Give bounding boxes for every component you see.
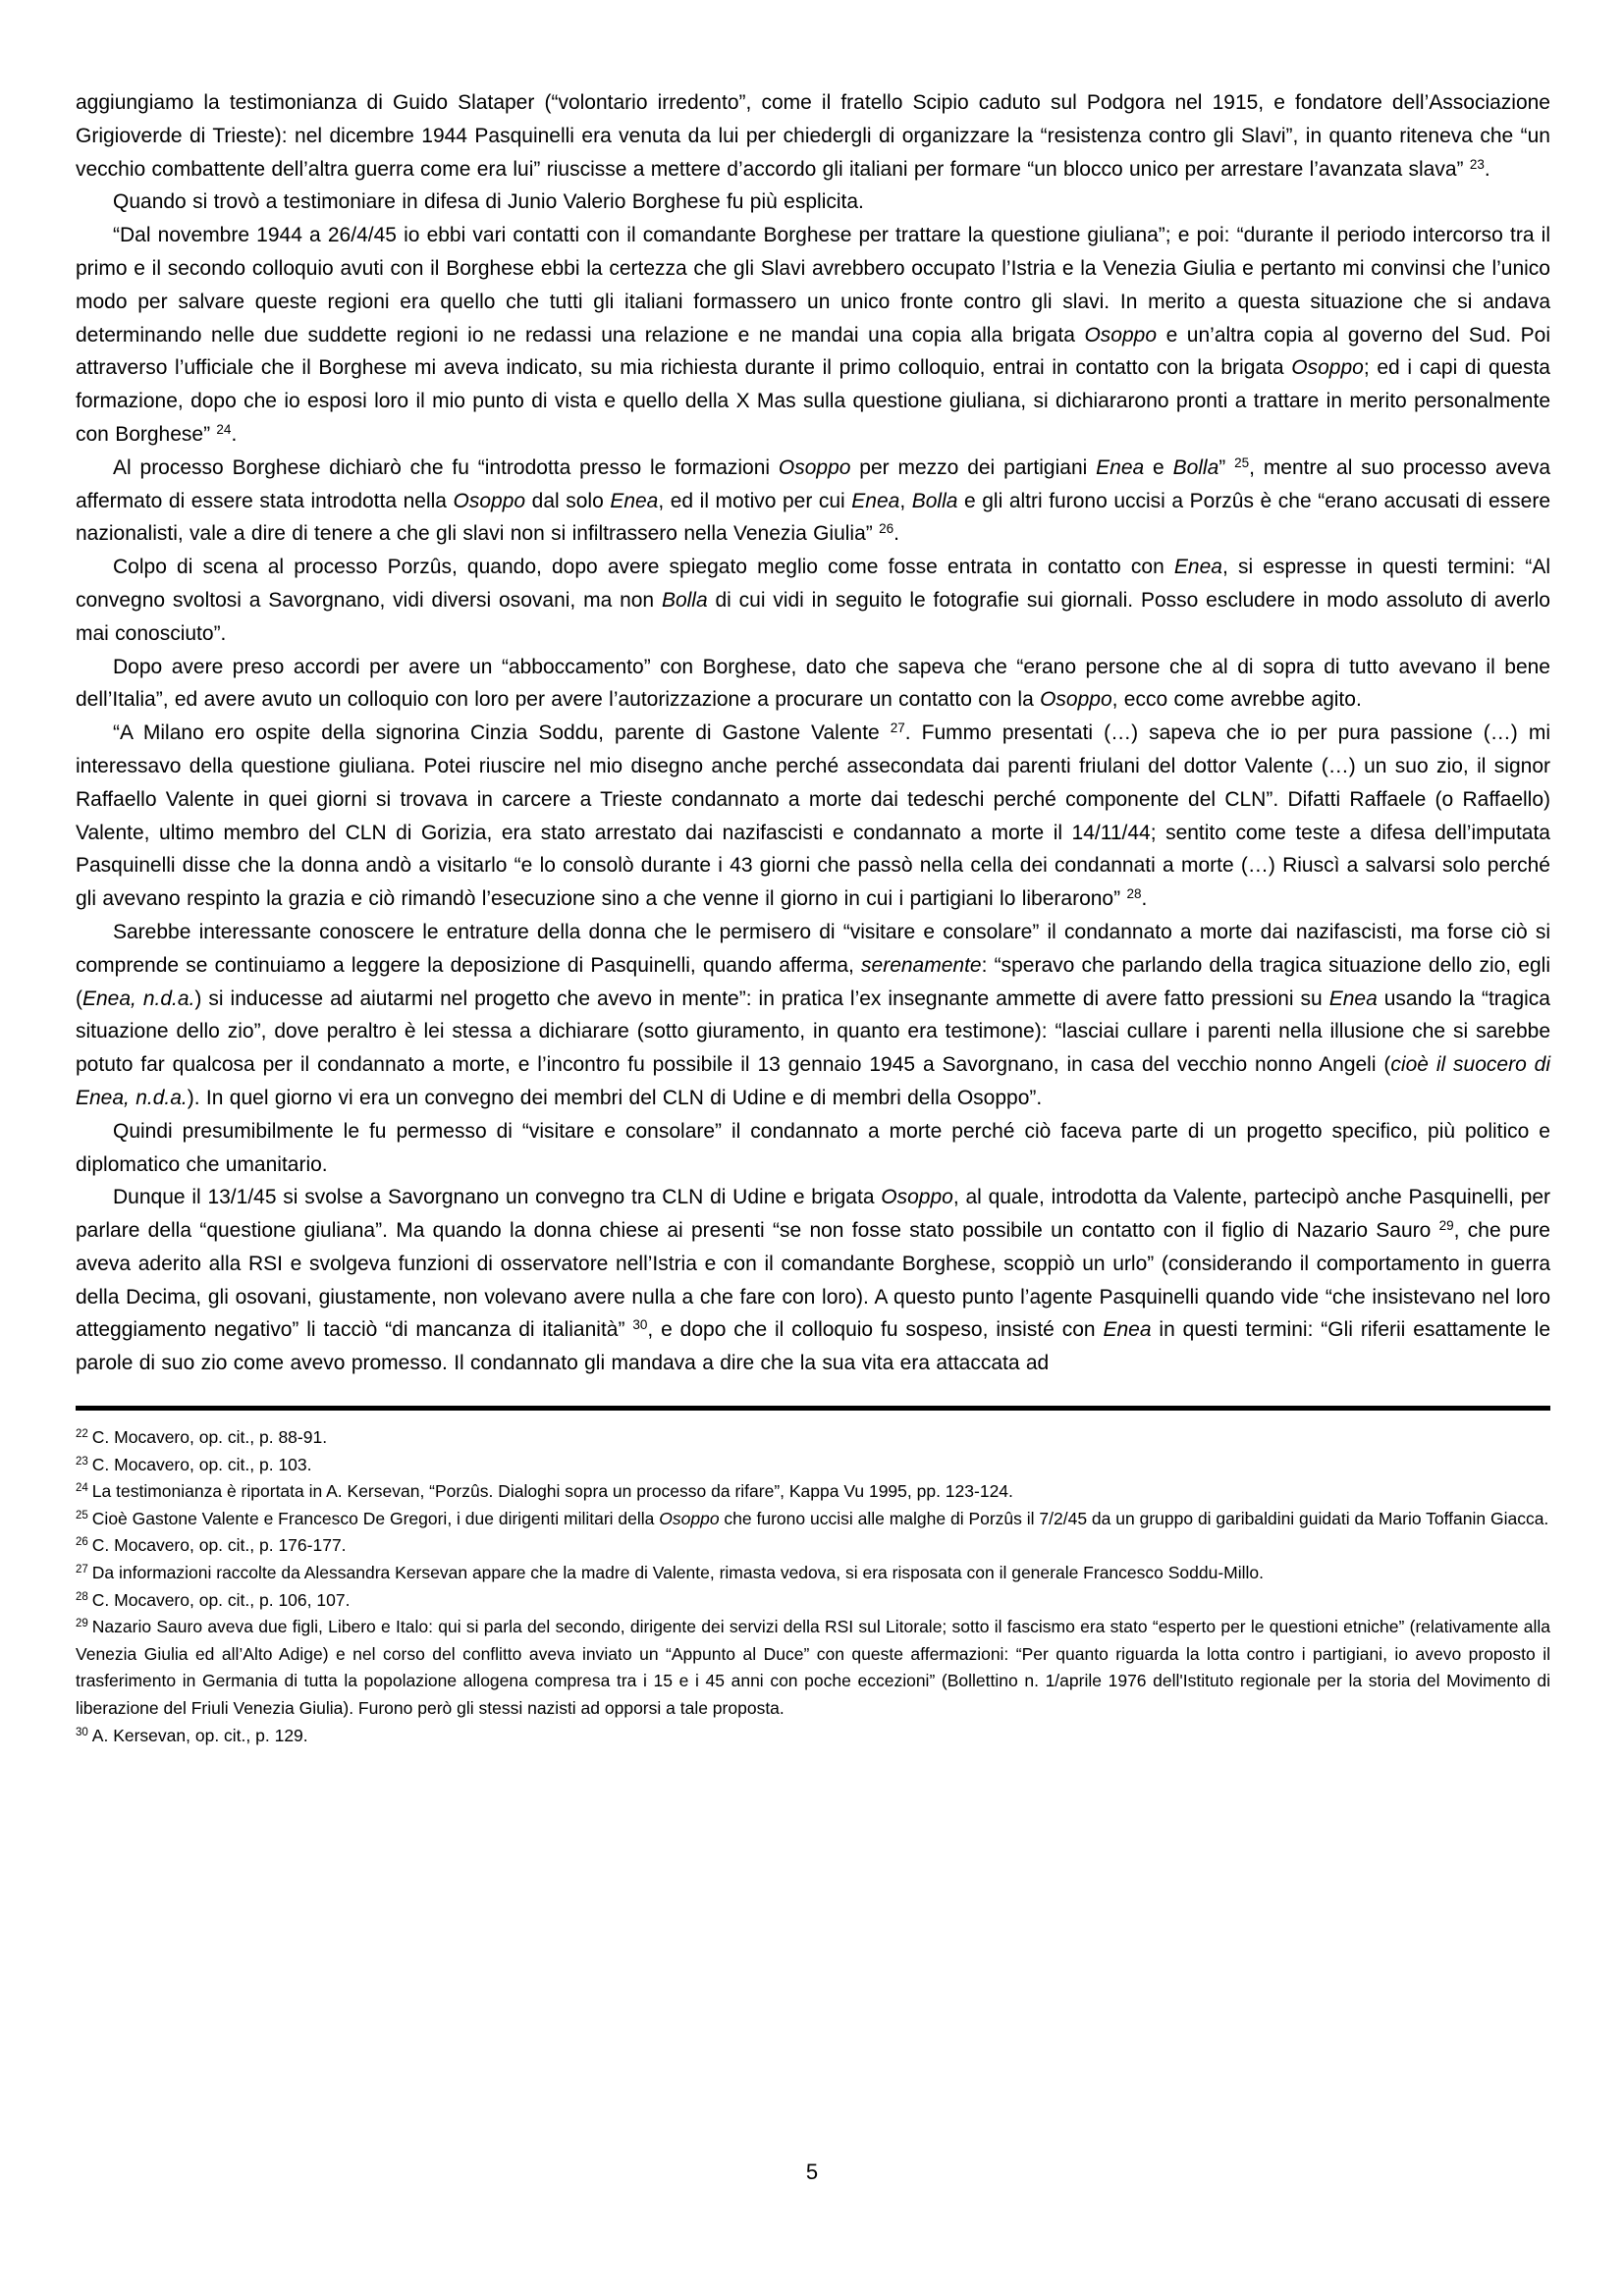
italic-text-segment: Osoppo (1084, 323, 1158, 347)
italic-text-segment: Enea (1328, 987, 1378, 1010)
italic-text-segment: Enea (1096, 455, 1145, 479)
footnote-number: 22 (76, 1428, 88, 1441)
footnote (76, 1560, 1550, 1587)
footnote-number: 24 (76, 1482, 88, 1495)
italic-text-segment: Bolla (1172, 455, 1219, 479)
paragraph (76, 1115, 1550, 1182)
text-segment: e (1144, 455, 1173, 479)
paragraph (76, 916, 1550, 1115)
text-segment: di cui vidi in seguito le fotografie sui giornali. Posso escludere in modo assoluto di averlo mai conosciuto”. (76, 588, 1550, 645)
text-segment: , si espresse in questi termini: “Al convegno svoltosi a Savorgnano, vidi diversi osovani, ma non (76, 556, 1551, 612)
text-segment: ). In quel giorno vi era un convegno dei membri del CLN di Udine e di membri della Osoppo”. (187, 1086, 1043, 1109)
page-number: 5 (805, 2160, 819, 2184)
footnote-number: 27 (76, 1564, 88, 1576)
paragraph (76, 86, 1550, 186)
italic-text-segment: Osoppo (778, 455, 851, 479)
text-segment: A. Kersevan, op. cit., p. 129. (91, 1725, 308, 1745)
text-segment: “A Milano ero ospite della signorina Cinzia Soddu, parente di Gastone Valente (113, 721, 891, 745)
paragraph (76, 186, 1550, 219)
text-segment: e un’altra copia al governo del Sud. Poi attraverso l’ufficiale che il Borghese mi aveva indicato, su mia richiesta durante il primo colloquio, entrai in contatto con la brigata (76, 323, 1550, 380)
italic-text-segment: Enea (610, 489, 659, 512)
italic-text-segment: cioè il suocero di Enea, n.d.a. (76, 1053, 1550, 1109)
text-segment: . Fummo presentati (…) sapeva che io per pura passione (…) mi interessavo della questione giuliana. Potei riuscire nel mio disegno anche perché assecondata dai parenti friulani del dottor Valente (…) un suo zio, il signor Raffaello Valente in quei giorni si trovava in carcere a Trieste condannato a morte dai tedeschi perché componente del CLN”. Difatti Raffaele (o Raffaello) Valente, ultimo membro del CLN di Gorizia, era stato arrestato dai nazifascisti e condannato a morte il 14/11/44; sentito come teste a difesa dell’imputata Pasquinelli disse che la donna andò a visitarlo “e lo consolò durante i 43 giorni che passò nella cella dei condannati a morte (…) Riuscì a salvarsi solo perché gli avevano respinto la grazia e ciò rimandò l’esecuzione sino a che venne il giorno in cui i partigiani lo liberarono” (76, 721, 1550, 911)
italic-text-segment: Osoppo (1040, 688, 1112, 712)
text-segment: Sarebbe interessante conoscere le entrature della donna che le permisero di “visitare e consolare” il condannato a morte dai nazifascisti, ma forse ciò si comprende se continuiamo a leggere la deposizione di Pasquinelli, quando afferma, (76, 920, 1550, 977)
italic-text-segment: Osoppo (659, 1508, 720, 1528)
italic-text-segment: Bolla (911, 489, 958, 512)
text-segment: , al quale, introdotta da Valente, partecipò anche Pasquinelli, per parlare della “questione giuliana”. Ma quando la donna chiese ai presenti “se non fosse stato possibile un contatto con il figlio di Nazario Sauro (76, 1186, 1550, 1243)
italic-text-segment: Enea (1173, 556, 1222, 579)
text-segment: C. Mocavero, op. cit., p. 103. (91, 1454, 312, 1474)
paragraph (76, 717, 1550, 916)
footnote-ref: 24 (216, 421, 232, 437)
text-segment: La testimonianza è riportata in A. Kersevan, “Porzûs. Dialoghi sopra un processo da rifare”, Kappa Vu 1995, pp. 123-124. (91, 1481, 1013, 1502)
text-segment: , mentre al suo processo aveva affermato di essere stata introdotta nella (76, 455, 1550, 512)
italic-text-segment: Enea, n.d.a. (82, 987, 195, 1010)
text-segment: aggiungiamo la testimonianza di Guido Slataper (“volontario irredento”, come il fratello Scipio caduto sul Podgora nel 1915, e fondatore dell’Associazione Grigioverde di Trieste): nel dicembre 1944 Pasquinelli era venuta da lui per chiedergli di organizzare la “resistenza contro gli Slavi”, in quanto riteneva che “un vecchio combattente dell’altra guerra come era lui” riuscisse a mettere d’accordo gli italiani per formare “un blocco unico per arrestare l’avanzata slava” (76, 91, 1550, 181)
footnote (76, 1587, 1550, 1615)
text-segment: Dunque il 13/1/45 si svolse a Savorgnano un convegno tra CLN di Udine e brigata (113, 1186, 882, 1209)
footnote-separator (76, 1406, 1550, 1411)
text-segment: . (1484, 157, 1490, 181)
text-segment: Quindi presumibilmente le fu permesso di “visitare e consolare” il condannato a morte perché ciò faceva parte di un progetto specifico, più politico e diplomatico che umanitario. (76, 1119, 1550, 1176)
paragraph (76, 452, 1550, 551)
text-segment: ” (1218, 455, 1235, 479)
body-text (76, 86, 1550, 1380)
text-segment: “Dal novembre 1944 a 26/4/45 io ebbi vari contatti con il comandante Borghese per trattare la questione giuliana”; e poi: “durante il periodo intercorso tra il primo e il secondo colloquio avuti con il Borghese ebbi la certezza che gli Slavi avrebbero occupato l’Istria e la Venezia Giulia e pertanto mi convinsi che l’unico modo per salvare queste regioni era quello che tutti gli italiani formassero un unico fronte contro gli slavi. In merito a questa situazione che si andava determinando nelle due suddette regioni io ne redassi una relazione e ne mandai una copia alla brigata (76, 224, 1550, 347)
text-segment: . (231, 422, 238, 446)
text-segment: , (899, 489, 912, 512)
text-segment: ) si inducesse ad aiutarmi nel progetto che avevo in mente”: in pratica l’ex insegnante ammette di avere fatto pressioni su (194, 987, 1329, 1010)
footnote-number: 25 (76, 1509, 88, 1522)
footnote-ref: 26 (879, 521, 894, 537)
footnote-number: 23 (76, 1455, 88, 1468)
footnote-ref: 25 (1234, 454, 1250, 470)
text-segment: C. Mocavero, op. cit., p. 106, 107. (91, 1589, 351, 1610)
text-segment: C. Mocavero, op. cit., p. 176-177. (91, 1535, 347, 1556)
text-segment: , ecco come avrebbe agito. (1111, 688, 1362, 712)
text-segment: ; ed i capi di questa formazione, dopo che io esposi loro il mio punto di vista e quello della X Mas sulla questione giuliana, si dichiararono pronti a trattare in merito personalmente con Borghese” (76, 356, 1550, 446)
footnote-ref: 23 (1469, 156, 1485, 172)
footnote-ref: 29 (1438, 1218, 1454, 1234)
footnote (76, 1532, 1550, 1560)
footnote-number: 30 (76, 1726, 88, 1738)
footnote-number: 29 (76, 1618, 88, 1630)
text-segment: per mezzo dei partigiani (850, 455, 1097, 479)
italic-text-segment: Enea (851, 489, 900, 512)
text-segment: Quando si trovò a testimoniare in difesa di Junio Valerio Borghese fu più esplicita. (113, 190, 864, 214)
page-content (76, 86, 1550, 1749)
text-segment: Dopo avere preso accordi per avere un “abboccamento” con Borghese, dato che sapeva che “erano persone che al di sopra di tutto avevano il bene dell’Italia”, ed avere avuto un colloquio con loro per avere l’autorizzazione a procurare un contatto con la (76, 655, 1550, 712)
footnote-ref: 28 (1126, 886, 1142, 902)
footnote-ref: 30 (632, 1317, 648, 1333)
footnote (76, 1506, 1550, 1533)
text-segment: : “speravo che parlando della tragica situazione dello zio, egli ( (76, 953, 1550, 1010)
footnote (76, 1452, 1550, 1479)
paragraph (76, 551, 1550, 650)
italic-text-segment: Osoppo (453, 489, 526, 512)
italic-text-segment: Osoppo (1291, 356, 1364, 380)
footnote-ref: 27 (890, 721, 905, 736)
text-segment: dal solo (525, 489, 611, 512)
text-segment: che furono uccisi alle malghe di Porzûs il 7/2/45 da un gruppo di garibaldini guidati da Mario Toffanin Giacca. (719, 1508, 1549, 1528)
footnote (76, 1424, 1550, 1452)
text-segment: usando la “tragica situazione dello zio”, dove peraltro è lei stessa a dichiarare (sotto giuramento, in quanto era testimone): “lasciai cullare i parenti nella illusione che si sarebbe potuto far qualcosa per il condannato a morte, e l’incontro fu possibile il 13 gennaio 1945 a Savorgnano, in casa del vecchio nonno Angeli ( (76, 987, 1550, 1077)
footnote-number: 26 (76, 1536, 88, 1549)
paragraph (76, 651, 1550, 718)
text-segment: . (1141, 887, 1148, 911)
italic-text-segment: Bolla (661, 588, 708, 612)
text-segment: Da informazioni raccolte da Alessandra Kersevan appare che la madre di Valente, rimasta vedova, si era risposata con il generale Francesco Soddu-Millo. (91, 1563, 1265, 1583)
text-segment: in questi termini: “Gli riferii esattamente le parole di suo zio come avevo promesso. Il condannato gli mandava a dire che la sua vita era attaccata ad (76, 1318, 1551, 1375)
text-segment: , e dopo che il colloquio fu sospeso, insisté con (647, 1318, 1104, 1342)
text-segment: , che pure aveva aderito alla RSI e svolgeva funzioni di osservatore nell’Istria e con il comandante Borghese, scoppiò un urlo” (considerando il comportamento in guerra della Decima, gli osovani, giustamente, non volevano avere nulla a che fare con loro). A questo punto l’agente Pasquinelli quando vide “che insistevano nel loro atteggiamento negativo” li tacciò “di mancanza di italianità” (76, 1219, 1550, 1342)
italic-text-segment: Osoppo (881, 1186, 953, 1209)
text-segment: Nazario Sauro aveva due figli, Libero e Italo: qui si parla del secondo, dirigente dei servizi della RSI sul Litorale; sotto il fascismo era stato “esperto per le questioni etniche” (relativamente alla Venezia Giulia ed all’Alto Adige) e nel corso del conflitto aveva inviato un “Appunto al Duce” con queste affermazioni: “Per quanto riguarda la lotta contro i partigiani, io avevo proposto il trasferimento in Germania di tutta la popolazione allogena compresa tra i 15 e i 45 anni con poche eccezioni” (Bollettino n. 1/aprile 1976 dell'Istituto regionale per la storia del Movimento di liberazione del Friuli Venezia Giulia). Furono però gli stessi nazisti ad opporsi a tale proposta. (76, 1617, 1550, 1719)
italic-text-segment: Enea (1103, 1318, 1152, 1342)
footnote (76, 1478, 1550, 1506)
text-segment: e gli altri furono uccisi a Porzûs è che “erano accusati di essere nazionalisti, vale a dire di tenere a che gli slavi non si infiltrassero nella Venezia Giulia” (76, 489, 1550, 546)
italic-text-segment: serenamente (861, 953, 982, 977)
text-segment: . (893, 522, 899, 546)
footnotes (76, 1424, 1550, 1749)
text-segment: , ed il motivo per cui (658, 489, 852, 512)
text-segment: C. Mocavero, op. cit., p. 88-91. (91, 1427, 328, 1448)
footnote-number: 28 (76, 1590, 88, 1603)
footnote (76, 1723, 1550, 1750)
paragraph (76, 1181, 1550, 1380)
text-segment: Al processo Borghese dichiarò che fu “introdotta presso le formazioni (113, 455, 779, 479)
text-segment: Colpo di scena al processo Porzûs, quando, dopo avere spiegato meglio come fosse entrata in contatto con (113, 556, 1174, 579)
footnote (76, 1614, 1550, 1722)
paragraph (76, 219, 1550, 452)
text-segment: Cioè Gastone Valente e Francesco De Gregori, i due dirigenti militari della (91, 1508, 660, 1528)
